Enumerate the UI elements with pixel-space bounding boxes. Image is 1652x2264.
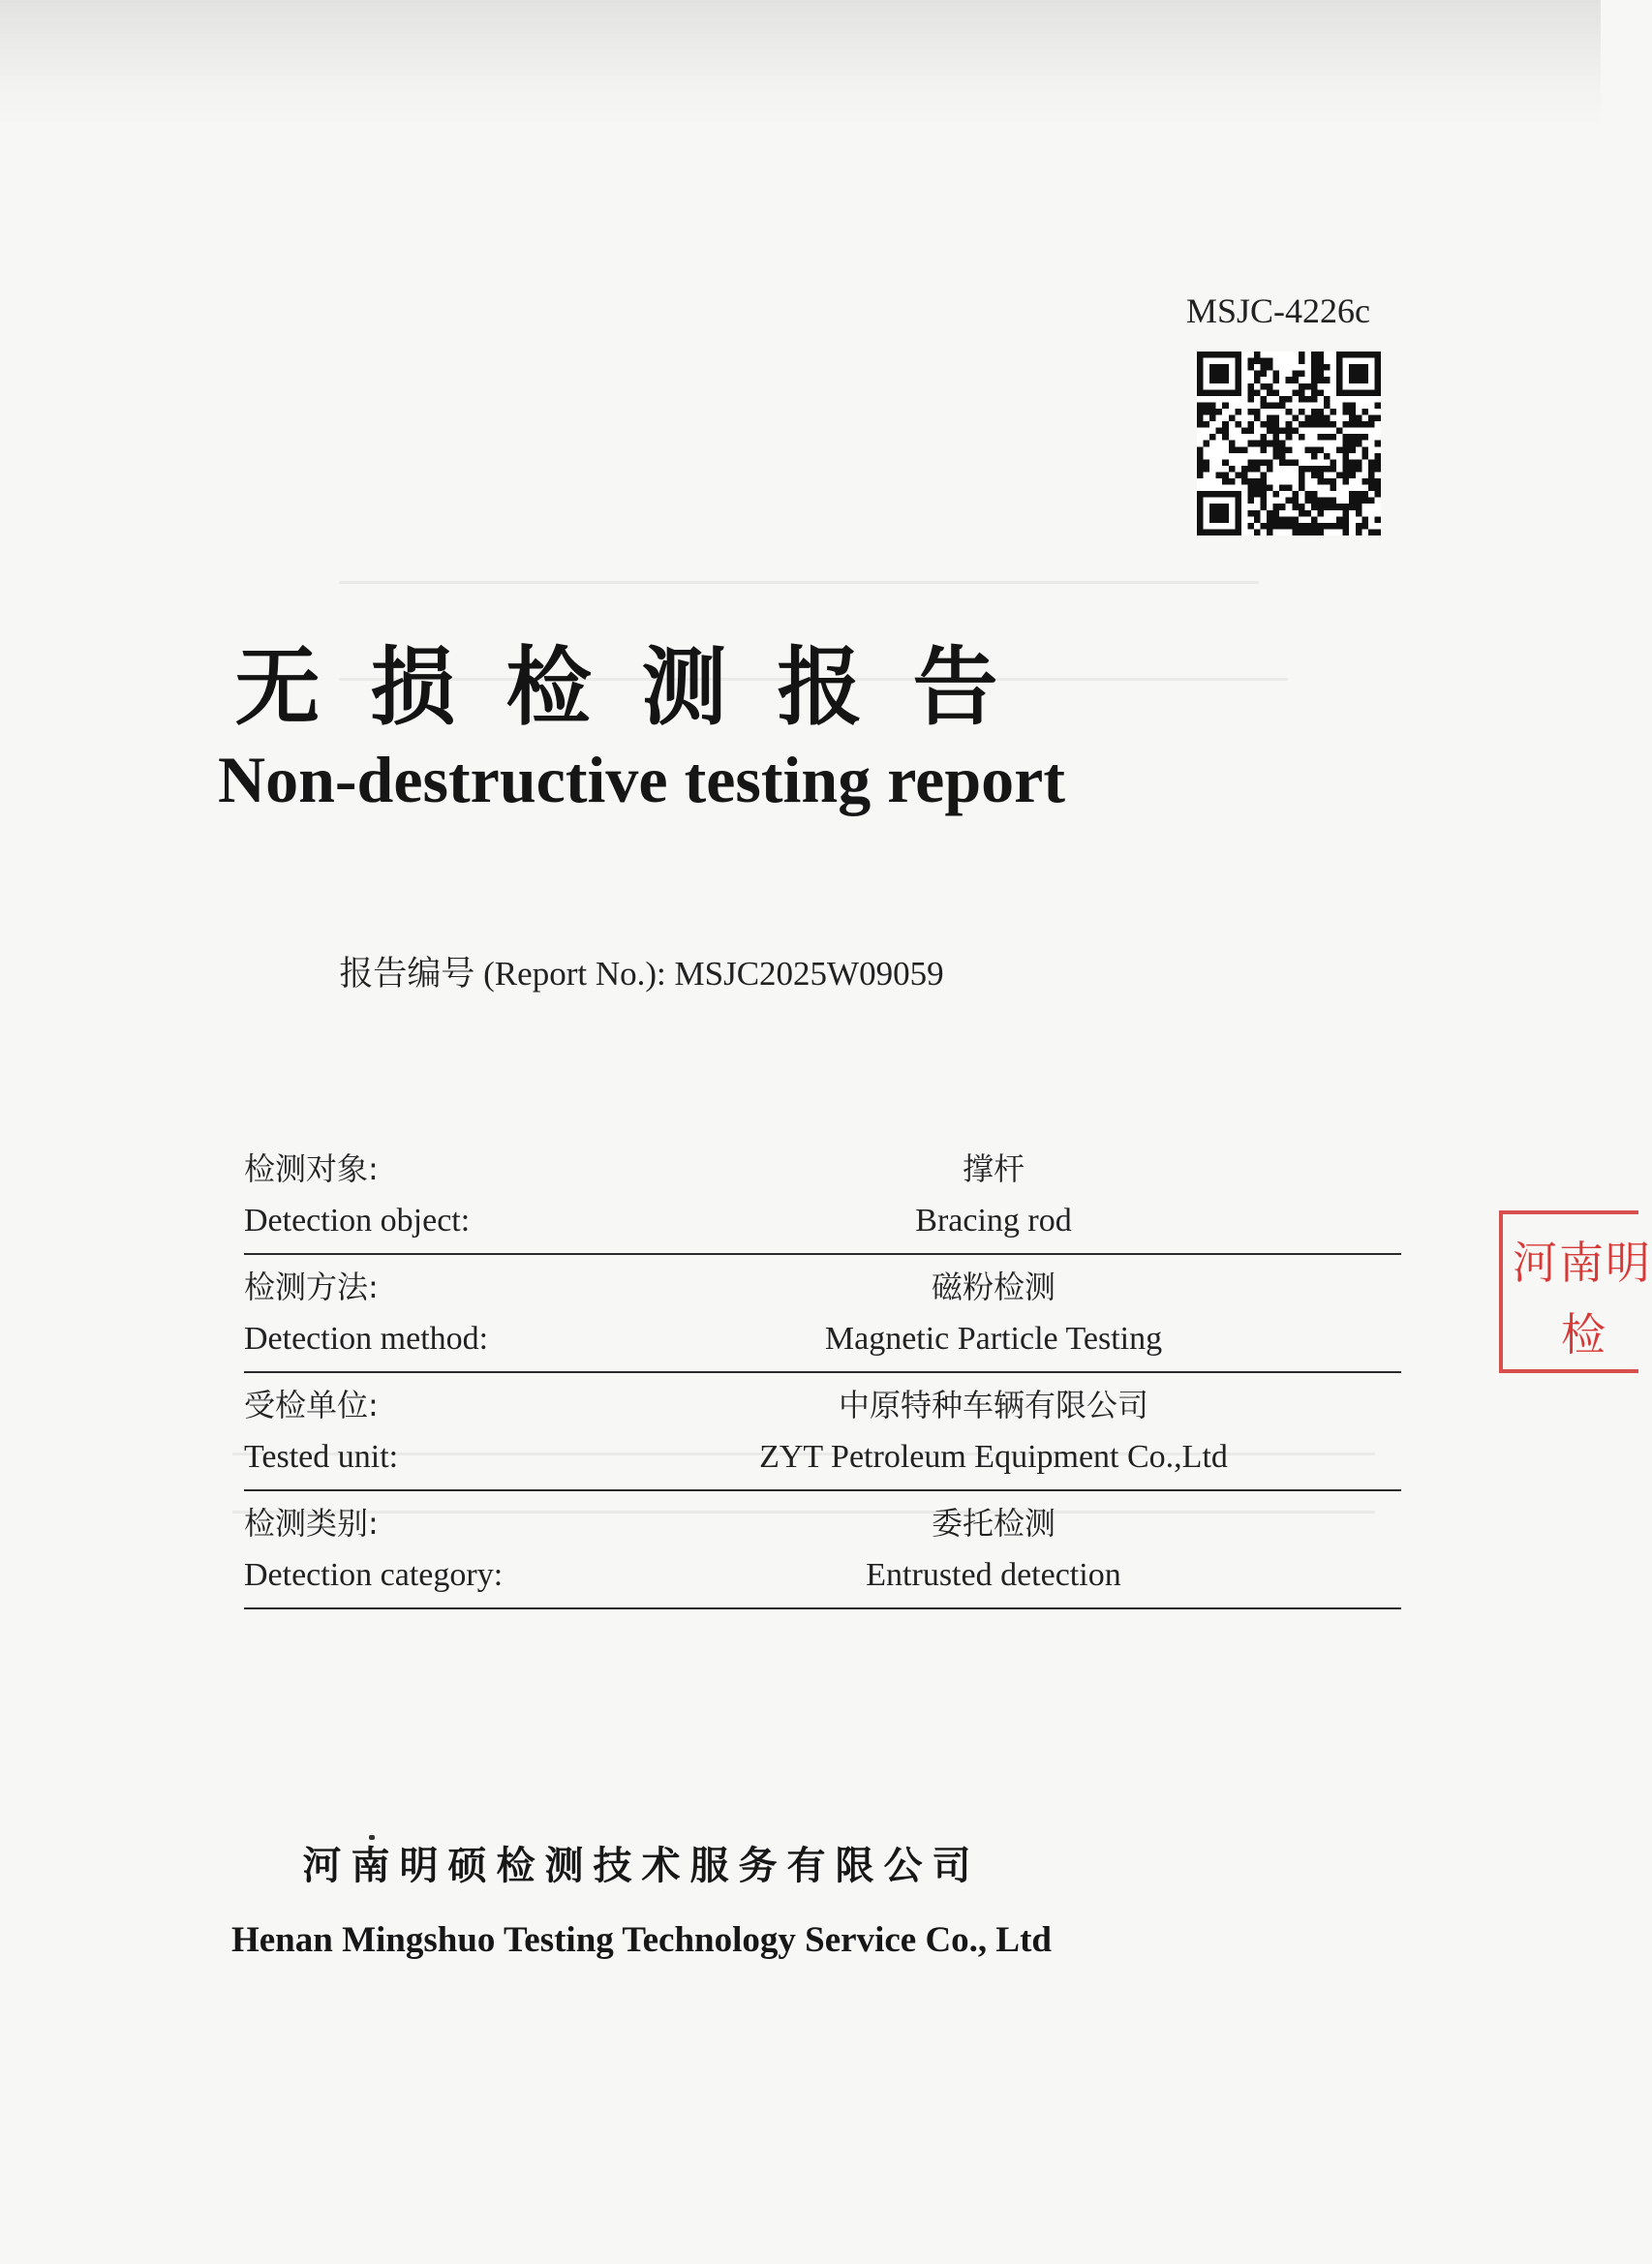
field-value-cn: 磁粉检测 [931, 1269, 1055, 1305]
field-label-en: Tested unit: [244, 1439, 399, 1475]
field-row-en [244, 1313, 1401, 1373]
report-number-value: MSJC2025W09059 [674, 955, 944, 993]
field-value-cn: 委托检测 [931, 1505, 1055, 1542]
field-value-cn: 撑杆 [962, 1150, 1025, 1187]
field-value-cn: 中原特种车辆有限公司 [838, 1387, 1148, 1423]
field-value-en: Bracing rod [915, 1203, 1072, 1239]
field-label-en: Detection object: [244, 1203, 471, 1239]
field-row-en [244, 1549, 1401, 1609]
field-value-en: Entrusted detection [866, 1557, 1121, 1593]
show-through-line [339, 581, 1259, 584]
field-label-cn: 受检单位: [244, 1387, 379, 1423]
field-label-cn: 检测类别: [244, 1505, 379, 1542]
report-number-line [0, 947, 1283, 995]
qr-code-icon [1197, 352, 1381, 535]
field-value-en: Magnetic Particle Testing [824, 1321, 1163, 1357]
field-value-en: ZYT Petroleum Equipment Co.,Ltd [759, 1439, 1228, 1475]
field-label-cn: 检测对象: [244, 1150, 379, 1187]
red-seal-stamp [1499, 1210, 1652, 1373]
field-row-cn [244, 1137, 1401, 1195]
company-name-en: Henan Mingshuo Testing Technology Service Co., Ltd [230, 1920, 1053, 1960]
report-title-en: Non-destructive testing report [217, 743, 1065, 816]
field-row-cn [244, 1373, 1401, 1431]
field-label-cn: 检测方法: [244, 1269, 379, 1305]
company-name-cn: 河南明硕检测技术服务有限公司 [302, 1844, 981, 1888]
field-row-cn [244, 1255, 1401, 1313]
scan-top-shadow [0, 0, 1601, 126]
document-code: MSJC-4226c [1186, 291, 1371, 330]
field-row-cn [244, 1491, 1401, 1549]
report-fields [244, 1137, 1401, 1609]
stamp-text-line2: 检 [1561, 1308, 1606, 1361]
field-label-en: Detection method: [244, 1321, 489, 1357]
stamp-text-line1: 河南明 [1513, 1237, 1652, 1289]
report-title-cn: 无损检测报告 [234, 636, 1049, 737]
report-number-label: 报告编号 (Report No.): [339, 955, 666, 993]
field-row-en [244, 1195, 1401, 1255]
field-row-en [244, 1431, 1401, 1491]
field-label-en: Detection category: [244, 1557, 504, 1593]
